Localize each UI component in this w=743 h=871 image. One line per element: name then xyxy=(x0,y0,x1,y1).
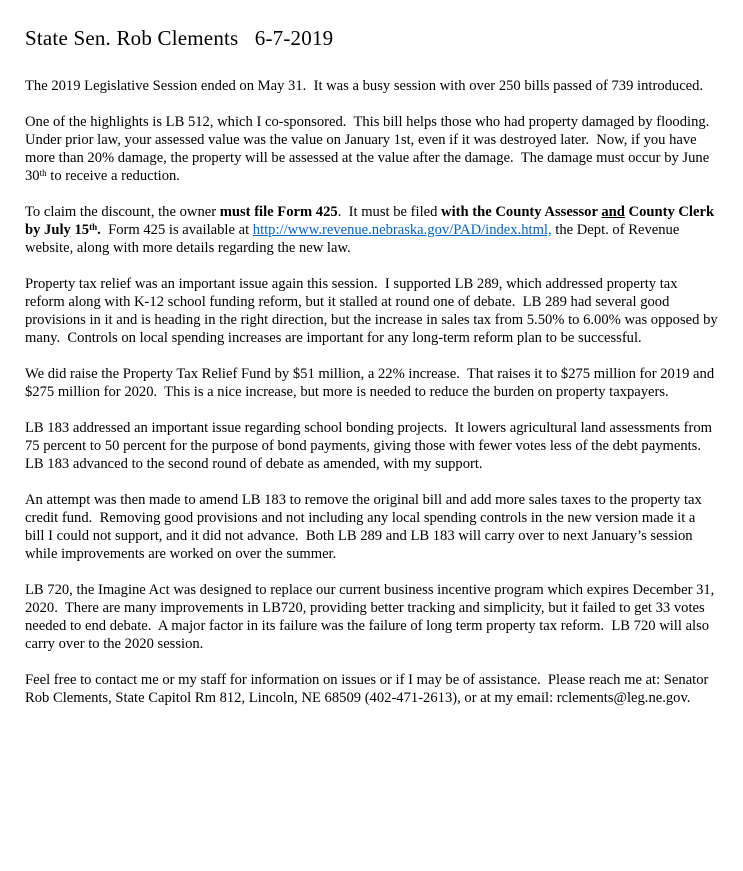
page-title: State Sen. Rob Clements 6-7-2019 xyxy=(25,26,334,50)
text-run: To claim the discount, the owner xyxy=(25,204,220,220)
text-run: th xyxy=(39,167,47,178)
text-run: to receive a reduction. xyxy=(46,168,180,184)
paragraph-lb183-school-bonding xyxy=(25,419,718,473)
text-run: Form 425 is available at xyxy=(100,222,253,238)
paragraph-lb289-property-tax-reform xyxy=(25,275,722,347)
text-run: An attempt was then made to amend LB 183 to remove the original bill and add more sales taxes to the property tax credit fund. Removing good provisions and not including any local spending controls in the new version made it a bill I could not support, and it did not advance. Both LB 289 and LB 183 will carry over to next January’s session while improvements are worked on over the summer. xyxy=(25,492,706,562)
text-run: County Clerk by July 15 xyxy=(25,204,718,238)
revenue-nebraska-link[interactable]: http://www.revenue.nebraska.gov/PAD/index.html, xyxy=(252,222,552,238)
text-run: Property tax relief was an important issue again this session. I supported LB 289, which addressed property tax reform along with K-12 school funding reform, but it stalled at round one of debate. LB 289 had several good provisions in it and is heading in the right direction, but the increase in sales tax from 5.50% to 6.00% was opposed by many. Controls on local spending increases are important for any long-term reform plan to be successful. xyxy=(25,276,722,346)
paragraph-lb720-imagine-act xyxy=(25,581,718,653)
paragraph-lb183-amendment xyxy=(25,491,718,563)
paragraph-contact-info xyxy=(25,671,718,707)
text-run: . It must be filed xyxy=(337,204,442,220)
text-run: and xyxy=(601,204,625,220)
text-run: We did raise the Property Tax Relief Fund by $51 million, a 22% increase. That raises it to $275 million for 2019 and $275 million for 2020. This is a nice increase, but more is needed to reduce the burden on property taxpayers. xyxy=(25,366,718,400)
paragraph-session-summary xyxy=(25,77,718,95)
text-run: with the County Assessor xyxy=(441,204,602,220)
text-run: must file Form 425 xyxy=(219,204,338,220)
text-run: . xyxy=(97,222,101,238)
text-run: LB 720, the Imagine Act was designed to replace our current business incentive program which expires December 31, 2020. There are many improvements in LB720, providing better tracking and simplicity, but it failed to get 33 votes needed to end debate. A major factor in its failure was the failure of long term property tax reform. LB 720 will also carry over to the 2020 session. xyxy=(25,582,718,652)
text-run: th xyxy=(89,221,98,232)
text-run: LB 183 addressed an important issue regarding school bonding projects. It lowers agricultural land assessments from 75 percent to 50 percent for the purpose of bond payments, giving those with fewer votes less of the debt payments. LB 183 advanced to the second round of debate as amended, with my support. xyxy=(25,420,716,472)
text-run: the Dept. of Revenue website, along with more details regarding the new law. xyxy=(25,222,683,256)
text-run: Feel free to contact me or my staff for information on issues or if I may be of assistance. Please reach me at: Senator Rob Clements, State Capitol Rm 812, Lincoln, NE 68509 (402-471-2613), or at my email: rclements@leg.ne.gov. xyxy=(25,672,713,706)
text-run: The 2019 Legislative Session ended on May 31. It was a busy session with over 250 bills passed of 739 introduced. xyxy=(25,78,704,94)
paragraph-lb512-flood-damage xyxy=(25,113,718,185)
paragraph-property-tax-relief-fund xyxy=(25,365,718,401)
paragraph-form-425-filing xyxy=(25,203,718,257)
text-run: One of the highlights is LB 512, which I co-sponsored. This bill helps those who had property damaged by flooding. Under prior law, your assessed value was the value on January 1st, even if it was destroyed later. Now, if you have more than 20% damage, the property will be assessed at the value after the damage. The damage must occur by June 30 xyxy=(25,114,717,184)
